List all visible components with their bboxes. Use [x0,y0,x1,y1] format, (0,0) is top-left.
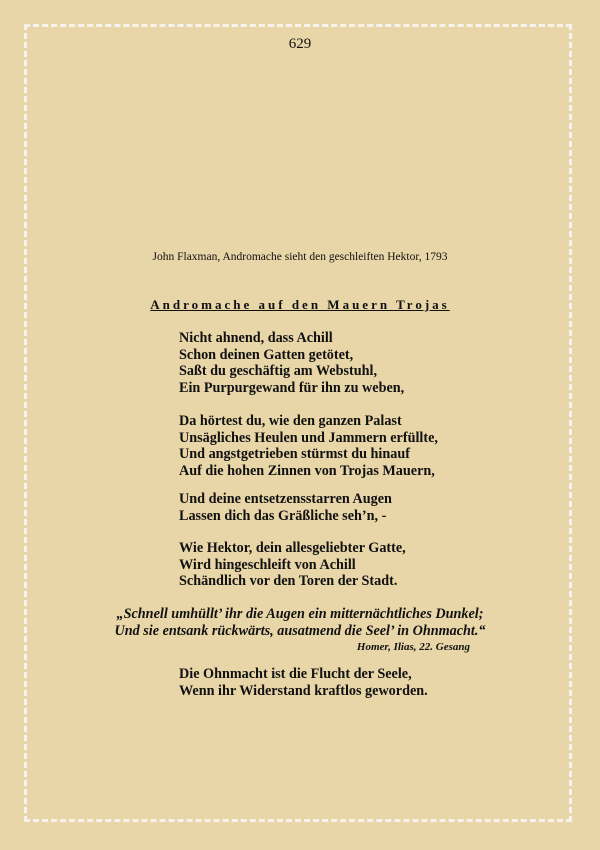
verse-line: Da hörtest du, wie den ganzen Palast [179,413,402,429]
verse-line: Wenn ihr Widerstand kraftlos geworden. [179,682,428,699]
verse-line: Wie Hektor, dein allesgeliebter Gatte, [179,540,406,556]
stanza-2 [179,413,438,479]
verse-line: Unsägliches Heulen und Jammern erfüllte, [179,429,438,446]
quote-line: Und sie entsank rückwärts, ausatmend die Seel’ in Ohnmacht.“ [114,622,486,639]
verse-line: Die Ohnmacht ist die Flucht der Seele, [179,666,412,682]
verse-line: Nicht ahnend, dass Achill [179,330,333,346]
verse-line: Wird hingeschleift von Achill [179,556,356,573]
stanza-3 [179,491,392,524]
homer-quote [0,606,600,653]
quote-line: „Schnell umhüllt’ ihr die Augen ein mitternächtliches Dunkel; [116,606,484,622]
quote-source: Homer, Ilias, 22. Gesang [356,641,470,653]
verse-line: Lassen dich das Gräßliche seh’n, - [179,507,387,524]
page-number: 629 [288,36,312,52]
verse-line: Und deine entsetzensstarren Augen [179,491,392,507]
poem-title: Andromache auf den Mauern Trojas [150,297,450,312]
verse-line: Auf die hohen Zinnen von Trojas Mauern, [179,462,435,479]
verse-line: Saßt du geschäftig am Webstuhl, [179,363,378,379]
stanza-5 [179,666,428,699]
verse-line: Ein Purpurgewand für ihn zu weben, [179,379,405,396]
verse-line: Schon deinen Gatten getötet, [179,346,354,363]
image-caption: John Flaxman, Andromache sieht den geschleiften Hektor, 1793 [152,251,448,263]
verse-line: Und angstgetrieben stürmst du hinauf [179,446,410,462]
verse-line: Schändlich vor den Toren der Stadt. [179,573,398,589]
stanza-1 [179,330,404,396]
stanza-4 [179,540,406,590]
